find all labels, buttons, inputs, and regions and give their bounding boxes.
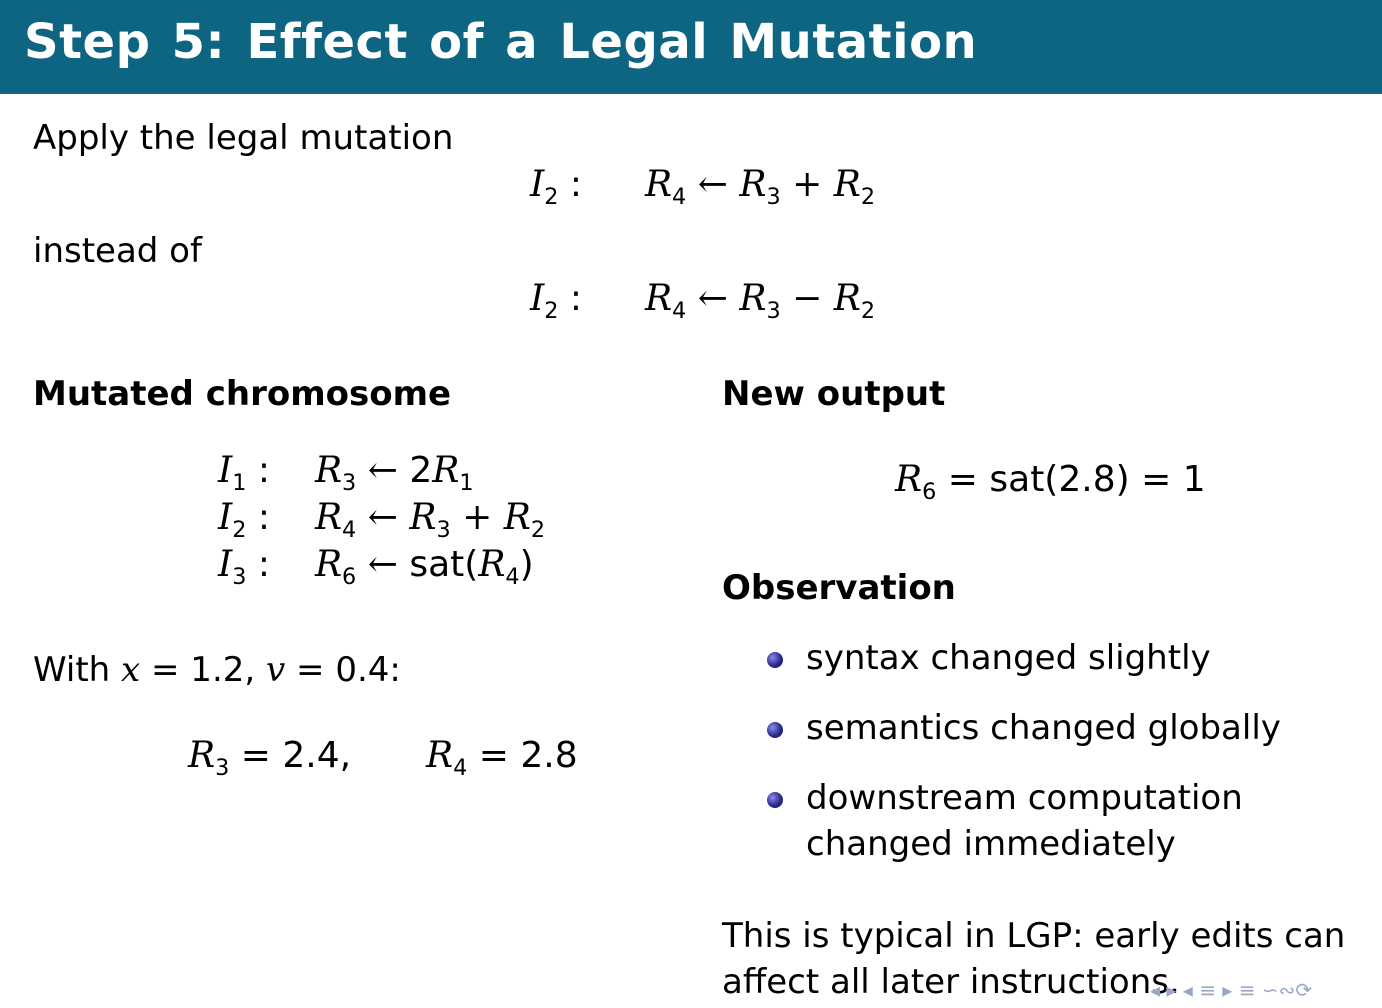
beamer-navigation-bar[interactable]: ◂ ▸ ◂ ≡ ▸ ≡ ∽∾⟳ (1150, 978, 1313, 1002)
new-output-heading: New output (722, 374, 946, 414)
conclusion-line-1: This is typical in LGP: early edits can (722, 916, 1346, 956)
bullet-item-3-line-1: downstream computation (806, 778, 1243, 818)
bullet-item-2: semantics changed globally (806, 708, 1281, 748)
bullet-item-1: syntax changed slightly (806, 638, 1211, 678)
with-values-line: With x = 1.2, v = 0.4: (33, 650, 401, 690)
bullet-item-3-line-2: changed immediately (806, 824, 1176, 864)
r4-value: $R_4 = 2.8$ (426, 735, 578, 781)
slide-title: Step 5: Effect of a Legal Mutation (24, 14, 978, 70)
slide-header (0, 0, 1382, 94)
apply-text: Apply the legal mutation (33, 118, 454, 158)
chromosome-instruction-3: $I_3$ : $R_6$ ← $sat(R_4)$ (218, 544, 534, 590)
output-equation: $R_6 = sat(2.8) = 1$ (895, 459, 1206, 505)
observation-heading: Observation (722, 568, 956, 608)
bullet-icon (767, 792, 783, 808)
instead-text: instead of (33, 231, 202, 271)
chromosome-instruction-2: $I_2$ : $R_4$ ← $R_3 + R_2$ (218, 497, 546, 543)
r3-value: $R_3 = 2.4$, (188, 735, 352, 781)
bullet-icon (767, 652, 783, 668)
mutated-chromosome-heading: Mutated chromosome (33, 374, 452, 414)
conclusion-line-2: affect all later instructions. (722, 962, 1180, 1002)
old-instruction-eq: $I_2$ : $R_4$ ← $R_3 - R_2$ (530, 278, 876, 324)
bullet-icon (767, 722, 783, 738)
chromosome-instruction-1: $I_1$ : $R_3$ ← $2R_1$ (218, 450, 474, 496)
new-instruction-eq: $I_2$ : $R_4$ ← $R_3 + R_2$ (530, 164, 876, 210)
